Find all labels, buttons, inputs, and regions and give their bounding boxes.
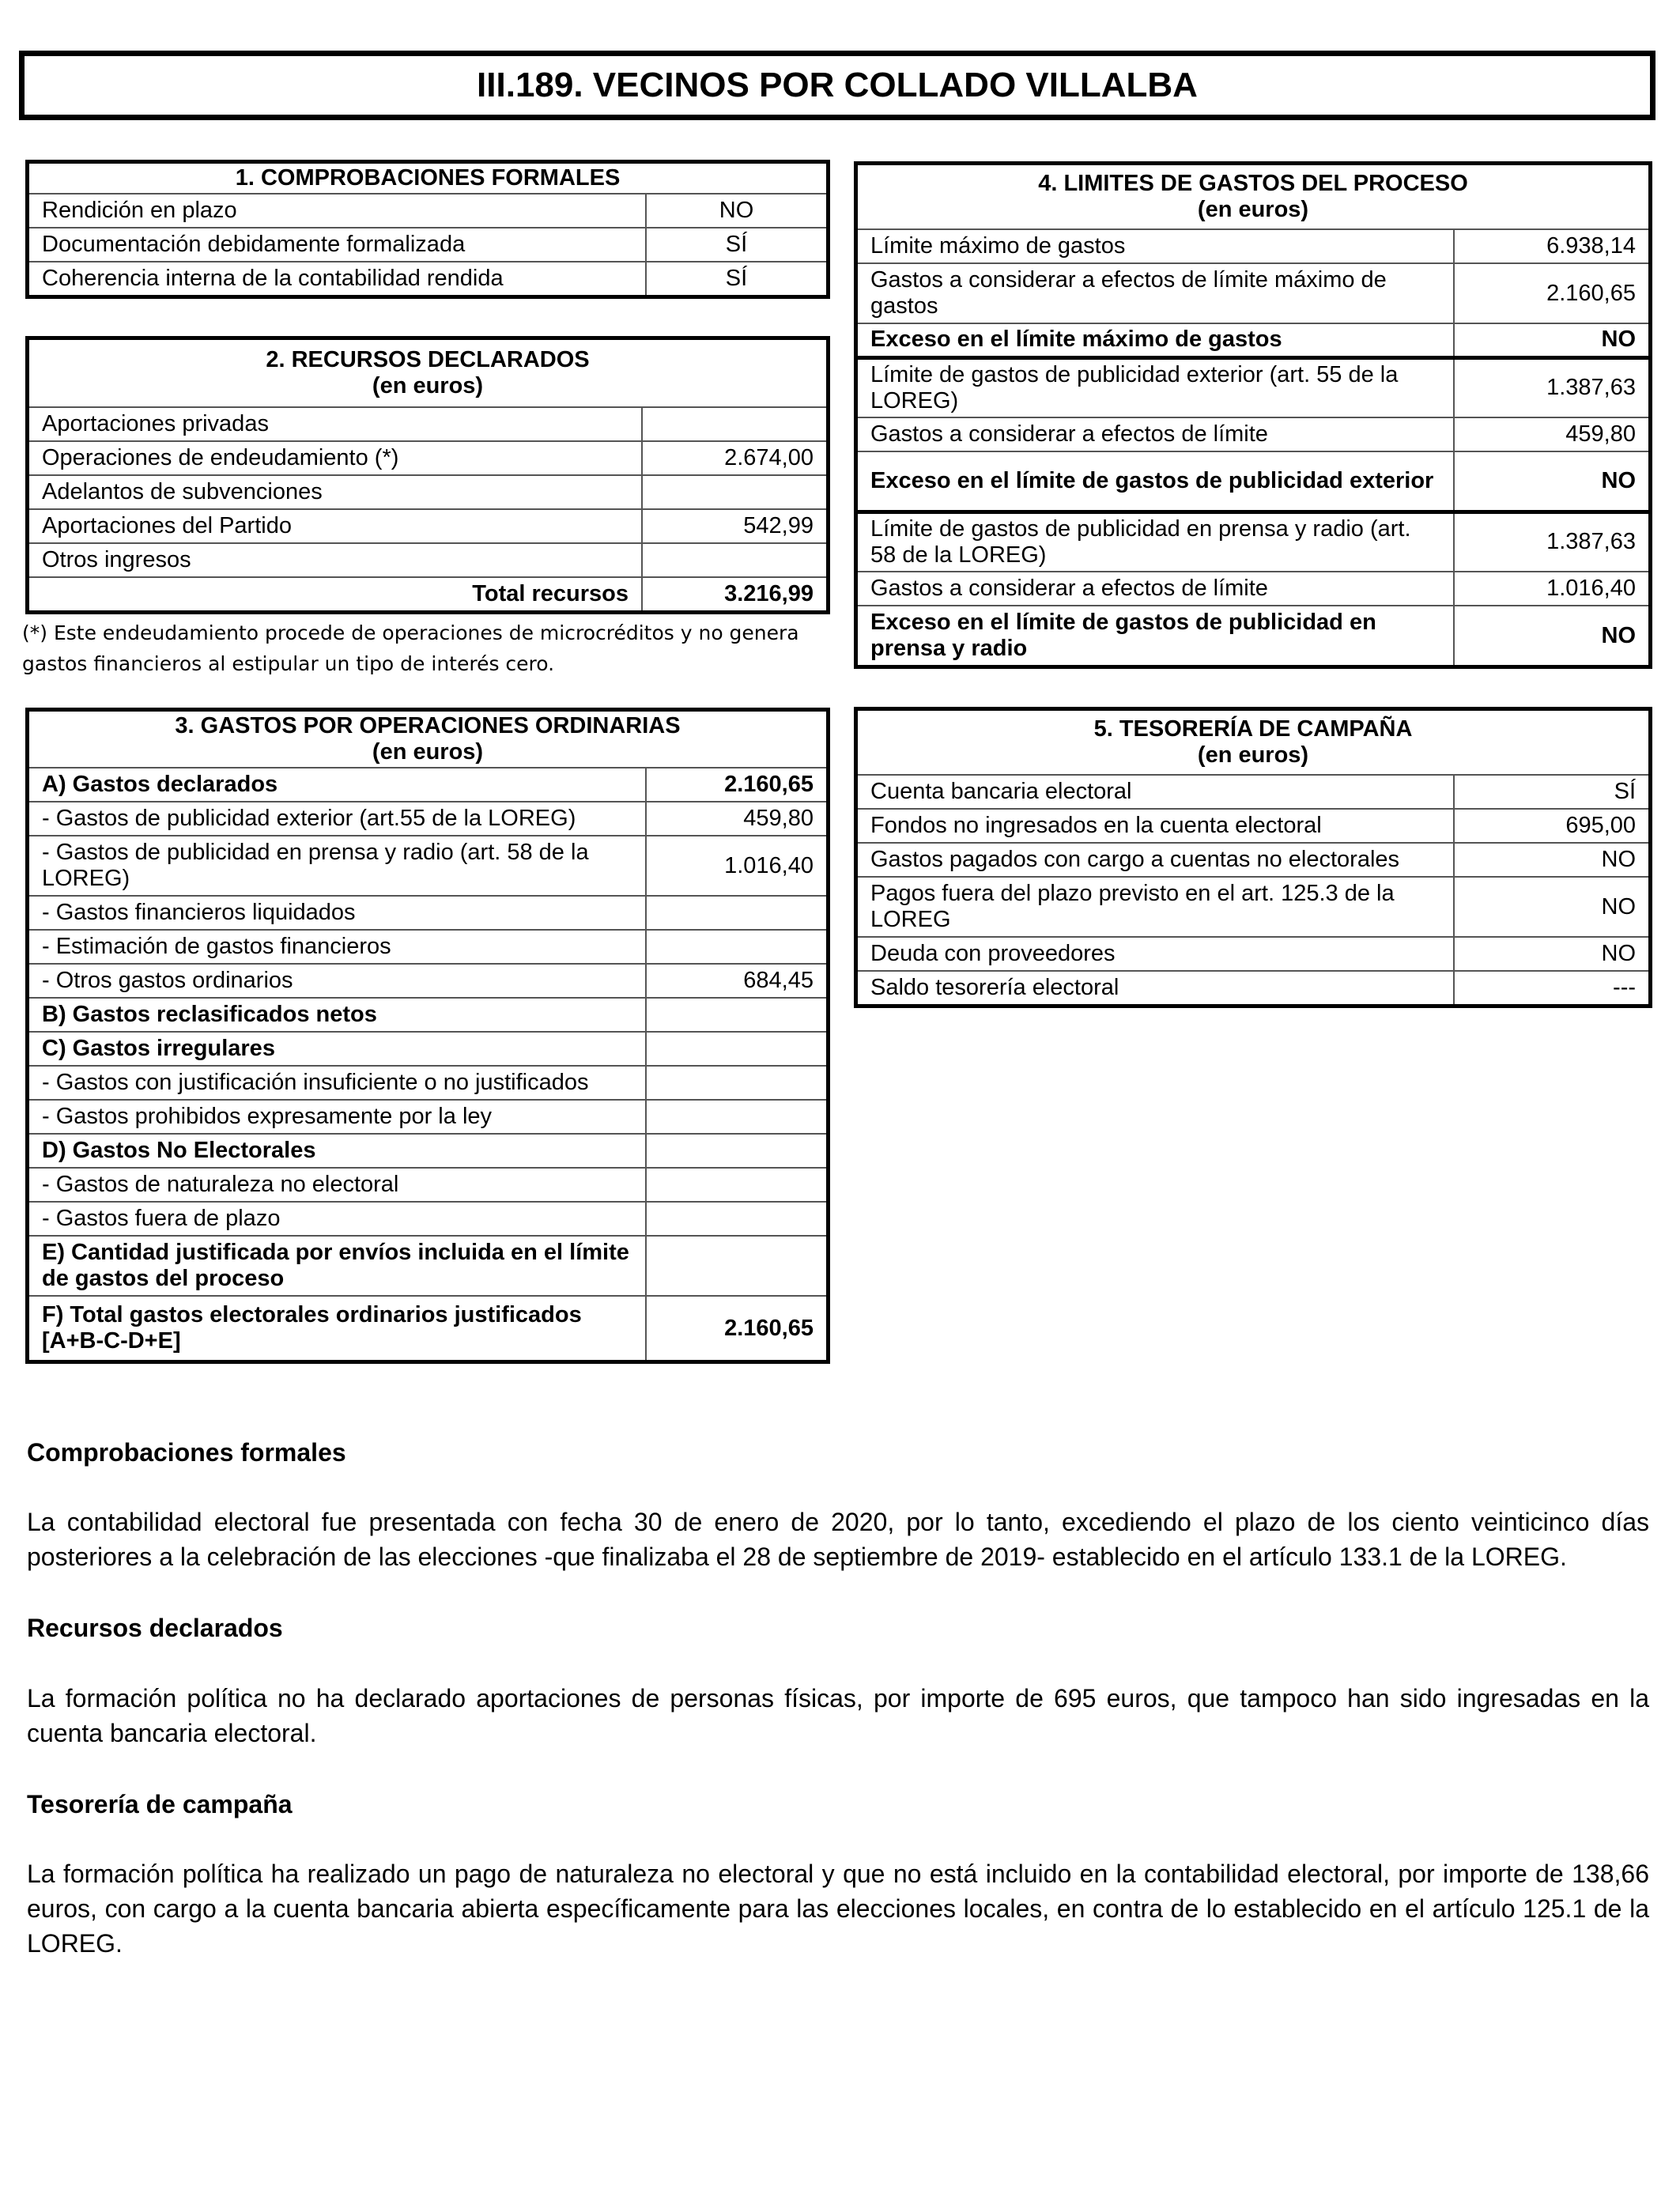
row-label: - Gastos prohibidos expresamente por la ley xyxy=(28,1100,646,1134)
row-label: Gastos pagados con cargo a cuentas no electorales xyxy=(857,843,1454,877)
table-row xyxy=(28,1296,827,1361)
table-row xyxy=(857,877,1649,937)
section-heading-formal-checks: Comprobaciones formales xyxy=(27,1438,346,1467)
resources-header xyxy=(28,339,827,407)
row-value xyxy=(646,1236,827,1296)
table-row xyxy=(857,323,1649,357)
row-value: NO xyxy=(1454,877,1649,937)
row-label: - Otros gastos ordinarios xyxy=(28,964,646,998)
row-value xyxy=(642,475,827,509)
row-label: - Gastos financieros liquidados xyxy=(28,896,646,930)
row-label: Cuenta bancaria electoral xyxy=(857,775,1454,809)
table-row xyxy=(28,475,827,509)
row-label: - Gastos con justificación insuficiente o no justificados xyxy=(28,1066,646,1100)
table-row xyxy=(28,441,827,475)
table-row xyxy=(857,843,1649,877)
row-label: Documentación debidamente formalizada xyxy=(28,228,646,262)
row-label: D) Gastos No Electorales xyxy=(28,1134,646,1168)
table-row xyxy=(28,896,827,930)
section-paragraph-treasury: La formación política ha realizado un pago de naturaleza no electoral y que no está incluido en la contabilidad electoral, por importe de 138,66 euros, con cargo a la cuenta bancaria abierta específicamente para las elecciones locales, en contra de lo establecido en el artículo 125.1 de la LOREG. xyxy=(27,1860,1649,1958)
expenses-header xyxy=(28,711,827,768)
table-row xyxy=(28,194,827,228)
spending-limits-table xyxy=(856,164,1650,667)
row-value xyxy=(646,1100,827,1134)
row-label: Aportaciones privadas xyxy=(28,407,642,441)
row-label: Otros ingresos xyxy=(28,543,642,577)
row-value: 684,45 xyxy=(646,964,827,998)
table-row xyxy=(28,998,827,1032)
row-label: Límite de gastos de publicidad en prensa y radio (art. 58 de la LOREG) xyxy=(857,512,1454,572)
table-row xyxy=(28,1236,827,1296)
table-row xyxy=(28,930,827,964)
table-row xyxy=(857,971,1649,1005)
row-value: NO xyxy=(646,194,827,228)
row-label: Fondos no ingresados en la cuenta electoral xyxy=(857,809,1454,843)
row-value: NO xyxy=(1454,843,1649,877)
table-row xyxy=(857,937,1649,971)
row-label: Rendición en plazo xyxy=(28,194,646,228)
table-row xyxy=(28,543,827,577)
row-value xyxy=(646,1202,827,1236)
row-value: 459,80 xyxy=(646,802,827,836)
row-value: NO xyxy=(1454,451,1649,512)
section-heading-resources: Recursos declarados xyxy=(27,1614,283,1643)
row-value xyxy=(646,1066,827,1100)
table-row xyxy=(857,512,1649,572)
table-row xyxy=(28,228,827,262)
resources-subtitle: (en euros) xyxy=(372,373,484,398)
row-value: NO xyxy=(1454,937,1649,971)
table-row xyxy=(28,802,827,836)
table-row xyxy=(857,451,1649,512)
row-label: Límite de gastos de publicidad exterior (art. 55 de la LOREG) xyxy=(857,357,1454,417)
declared-resources-table xyxy=(28,338,828,612)
row-value: 2.160,65 xyxy=(646,1296,827,1361)
table-row xyxy=(28,768,827,802)
row-label: Gastos a considerar a efectos de límite xyxy=(857,417,1454,451)
table-row xyxy=(857,606,1649,666)
expenses-subtitle: (en euros) xyxy=(372,739,484,765)
table-row xyxy=(28,1134,827,1168)
row-label: - Gastos de naturaleza no electoral xyxy=(28,1168,646,1202)
row-value xyxy=(646,896,827,930)
row-label: Gastos a considerar a efectos de límite máximo de gastos xyxy=(857,263,1454,323)
row-value: SÍ xyxy=(1454,775,1649,809)
campaign-treasury-table xyxy=(856,709,1650,1006)
table-row xyxy=(28,262,827,296)
table-row xyxy=(28,407,827,441)
limits-title: 4. LIMITES DE GASTOS DEL PROCESO xyxy=(1038,171,1468,197)
formal-checks-table xyxy=(28,162,828,296)
row-label: Adelantos de subvenciones xyxy=(28,475,642,509)
row-label: Aportaciones del Partido xyxy=(28,509,642,543)
footnote: (*) Este endeudamiento procede de operaciones de microcréditos y no genera gastos financieros al estipular un tipo de interés cero. xyxy=(22,621,799,675)
row-value xyxy=(642,407,827,441)
ordinary-expenses-table xyxy=(28,710,828,1361)
row-value xyxy=(646,930,827,964)
row-value xyxy=(646,1032,827,1066)
section-paragraph-formal-checks: La contabilidad electoral fue presentada con fecha 30 de enero de 2020, por lo tanto, excediendo el plazo de los ciento veinticinco días posteriores a la celebración de las elecciones -que finalizaba el 28 de septiembre de 2019- establecido en el artículo 133.1 de la LOREG. xyxy=(27,1508,1649,1572)
table-row xyxy=(28,1032,827,1066)
row-value: 1.016,40 xyxy=(646,836,827,896)
row-label: - Gastos de publicidad exterior (art.55 de la LOREG) xyxy=(28,802,646,836)
row-value: 695,00 xyxy=(1454,809,1649,843)
row-value: 1.387,63 xyxy=(1454,512,1649,572)
row-value: SÍ xyxy=(646,228,827,262)
row-label: Deuda con proveedores xyxy=(857,937,1454,971)
row-label: A) Gastos declarados xyxy=(28,768,646,802)
row-label: Operaciones de endeudamiento (*) xyxy=(28,441,642,475)
table-row xyxy=(28,1066,827,1100)
row-value: NO xyxy=(1454,606,1649,666)
section-paragraph-resources: La formación política no ha declarado aportaciones de personas físicas, por importe de 695 euros, que tampoco han sido ingresadas en la cuenta bancaria electoral. xyxy=(27,1683,1649,1747)
resources-title: 2. RECURSOS DECLARADOS xyxy=(266,347,590,373)
table-row xyxy=(857,263,1649,323)
row-label: - Estimación de gastos financieros xyxy=(28,930,646,964)
table-row xyxy=(28,1168,827,1202)
row-label: Saldo tesorería electoral xyxy=(857,971,1454,1005)
row-value: --- xyxy=(1454,971,1649,1005)
row-label: Exceso en el límite de gastos de publicidad en prensa y radio xyxy=(857,606,1454,666)
table-row xyxy=(857,357,1649,417)
row-value xyxy=(646,998,827,1032)
row-label: C) Gastos irregulares xyxy=(28,1032,646,1066)
row-value: 2.160,65 xyxy=(646,768,827,802)
table-row xyxy=(857,229,1649,263)
limits-header xyxy=(857,164,1649,229)
table-row xyxy=(857,809,1649,843)
row-label: F) Total gastos electorales ordinarios justificados [A+B-C-D+E] xyxy=(28,1296,646,1361)
table-row xyxy=(28,964,827,998)
row-value: 1.016,40 xyxy=(1454,572,1649,606)
row-label: Gastos a considerar a efectos de límite xyxy=(857,572,1454,606)
row-value: 6.938,14 xyxy=(1454,229,1649,263)
treasury-header xyxy=(857,710,1649,775)
total-label: Total recursos xyxy=(28,577,642,611)
row-value: 459,80 xyxy=(1454,417,1649,451)
expenses-title: 3. GASTOS POR OPERACIONES ORDINARIAS xyxy=(175,713,681,739)
row-value xyxy=(642,543,827,577)
row-value: SÍ xyxy=(646,262,827,296)
row-value: 2.160,65 xyxy=(1454,263,1649,323)
row-label: B) Gastos reclasificados netos xyxy=(28,998,646,1032)
treasury-title: 5. TESORERÍA DE CAMPAÑA xyxy=(1093,716,1413,742)
row-value: 542,99 xyxy=(642,509,827,543)
row-value xyxy=(646,1134,827,1168)
row-label: Límite máximo de gastos xyxy=(857,229,1454,263)
total-value: 3.216,99 xyxy=(642,577,827,611)
table-row xyxy=(28,836,827,896)
row-value xyxy=(646,1168,827,1202)
treasury-subtitle: (en euros) xyxy=(1197,742,1309,768)
formal-checks-header: 1. COMPROBACIONES FORMALES xyxy=(28,163,827,194)
page-title: III.189. VECINOS POR COLLADO VILLALBA xyxy=(19,51,1655,120)
row-label: Exceso en el límite de gastos de publicidad exterior xyxy=(857,451,1454,512)
row-value: NO xyxy=(1454,323,1649,357)
total-row xyxy=(28,577,827,611)
table-row xyxy=(857,572,1649,606)
row-label: - Gastos de publicidad en prensa y radio (art. 58 de la LOREG) xyxy=(28,836,646,896)
row-value: 1.387,63 xyxy=(1454,357,1649,417)
row-value: 2.674,00 xyxy=(642,441,827,475)
section-heading-treasury: Tesorería de campaña xyxy=(27,1789,293,1818)
table-row xyxy=(857,417,1649,451)
table-row xyxy=(28,509,827,543)
report-text xyxy=(27,1435,1649,1998)
limits-subtitle: (en euros) xyxy=(1197,197,1309,222)
row-label: Coherencia interna de la contabilidad rendida xyxy=(28,262,646,296)
table-row xyxy=(857,775,1649,809)
row-label: - Gastos fuera de plazo xyxy=(28,1202,646,1236)
table-row xyxy=(28,1202,827,1236)
row-label: Pagos fuera del plazo previsto en el art. 125.3 de la LOREG xyxy=(857,877,1454,937)
table-row xyxy=(28,1100,827,1134)
row-label: E) Cantidad justificada por envíos incluida en el límite de gastos del proceso xyxy=(28,1236,646,1296)
row-label: Exceso en el límite máximo de gastos xyxy=(857,323,1454,357)
